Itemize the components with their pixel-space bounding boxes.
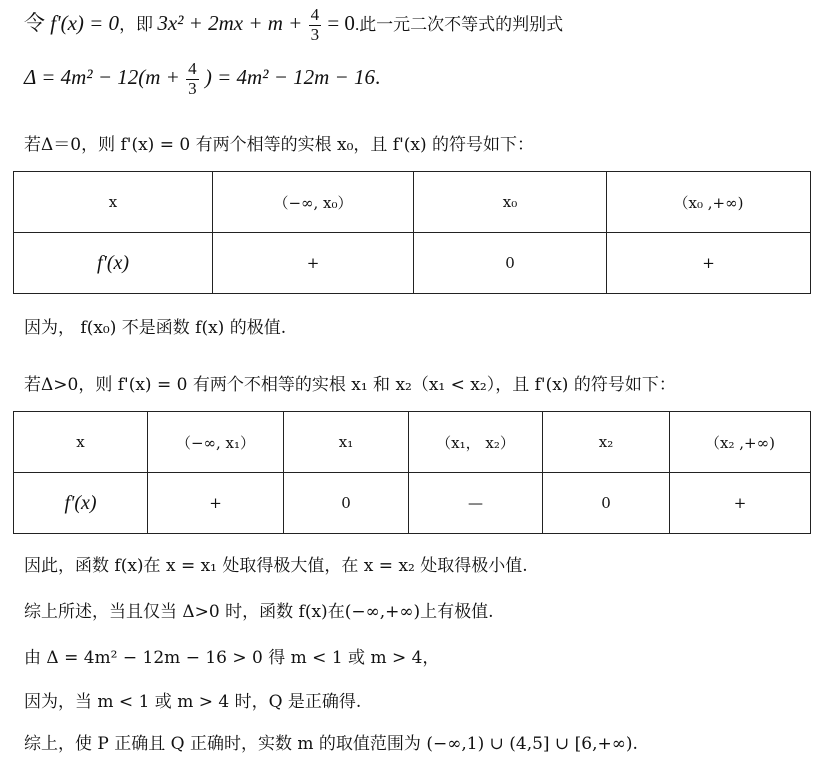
line2-math-a: Δ = 4m² − 12(m + xyxy=(24,65,180,89)
table2-header-interval-1: （−∞, x₁） xyxy=(148,412,284,473)
table1-header-interval-right: （x₀ ,+∞) xyxy=(607,172,811,233)
table2-row-label: f'(x) xyxy=(14,473,148,534)
line-summary: 综上所述，当且仅当 Δ>0 时，函数 f(x)在(−∞,+∞)上有极值. xyxy=(24,602,494,622)
sign-table-positive xyxy=(13,411,811,534)
sign-table-zero xyxy=(13,171,811,294)
table1-header-x0: x₀ xyxy=(414,172,607,233)
table2-header-x2: x₂ xyxy=(543,412,670,473)
fraction-denominator: 3 xyxy=(310,24,320,44)
table2-sign-x2: 0 xyxy=(543,473,670,534)
table1-row-label: f'(x) xyxy=(14,233,213,294)
line1-math-b: 3x² + 2mx + m + xyxy=(157,11,303,35)
table2-header-x1: x₁ xyxy=(284,412,409,473)
line2-suffix: . xyxy=(374,65,381,89)
line1-suffix: .此一元二次不等式的判别式 xyxy=(354,15,564,34)
line2-math-b: ) = 4m² − 12m − 16 xyxy=(204,65,375,89)
table1-sign-right: + xyxy=(607,233,811,294)
fraction-numerator-2: 4 xyxy=(188,59,197,78)
table1-sign-left: + xyxy=(213,233,414,294)
line1-prefix: 令 xyxy=(24,11,51,35)
table1-header-x: x xyxy=(14,172,213,233)
table2-sign-2: — xyxy=(409,473,543,534)
line1-math-c: = 0 xyxy=(327,11,355,35)
fraction-four-thirds-2 xyxy=(186,60,199,98)
line-q-correct: 因为，当 m < 1 或 m > 4 时，Q 是正确得. xyxy=(24,692,362,712)
table2-sign-1: + xyxy=(148,473,284,534)
line-not-extremum: 因为， f(x₀) 不是函数 f(x) 的极值. xyxy=(24,318,287,338)
table2-sign-x1: 0 xyxy=(284,473,409,534)
table2-sign-3: + xyxy=(670,473,811,534)
table1-sign-x0: 0 xyxy=(414,233,607,294)
line1-math-a: f'(x) = 0 xyxy=(50,11,120,35)
table1-header-interval-left: （−∞, x₀） xyxy=(213,172,414,233)
table2-header-interval-2: （x₁， x₂） xyxy=(409,412,543,473)
line-final-range: 综上，使 P 正确且 Q 正确时，实数 m 的取值范围为 (−∞,1) ∪ (4,5] ∪ [6,+∞). xyxy=(24,734,638,754)
fraction-numerator: 4 xyxy=(310,5,320,24)
line-solve-inequality: 由 Δ = 4m² − 12m − 16 > 0 得 m < 1 或 m > 4， xyxy=(24,648,440,668)
line-max-min: 因此，函数 f(x)在 x = x₁ 处取得极大值，在 x = x₂ 处取得极小值. xyxy=(24,556,528,576)
line-derivative-equation xyxy=(24,6,563,44)
line-case-zero: 若Δ＝0，则 f'(x) = 0 有两个相等的实根 x₀，且 f'(x) 的符号如下： xyxy=(24,135,535,155)
line-case-positive: 若Δ>0，则 f'(x) = 0 有两个不相等的实根 x₁ 和 x₂（x₁ < x₂），且 f'(x) 的符号如下： xyxy=(24,375,676,395)
table2-header-x: x xyxy=(14,412,148,473)
line-discriminant xyxy=(24,60,380,98)
fraction-denominator-2: 3 xyxy=(188,78,197,98)
fraction-four-thirds xyxy=(309,6,322,44)
line1-mid: ，即 xyxy=(119,15,158,34)
table2-header-interval-3: （x₂ ,+∞) xyxy=(670,412,811,473)
